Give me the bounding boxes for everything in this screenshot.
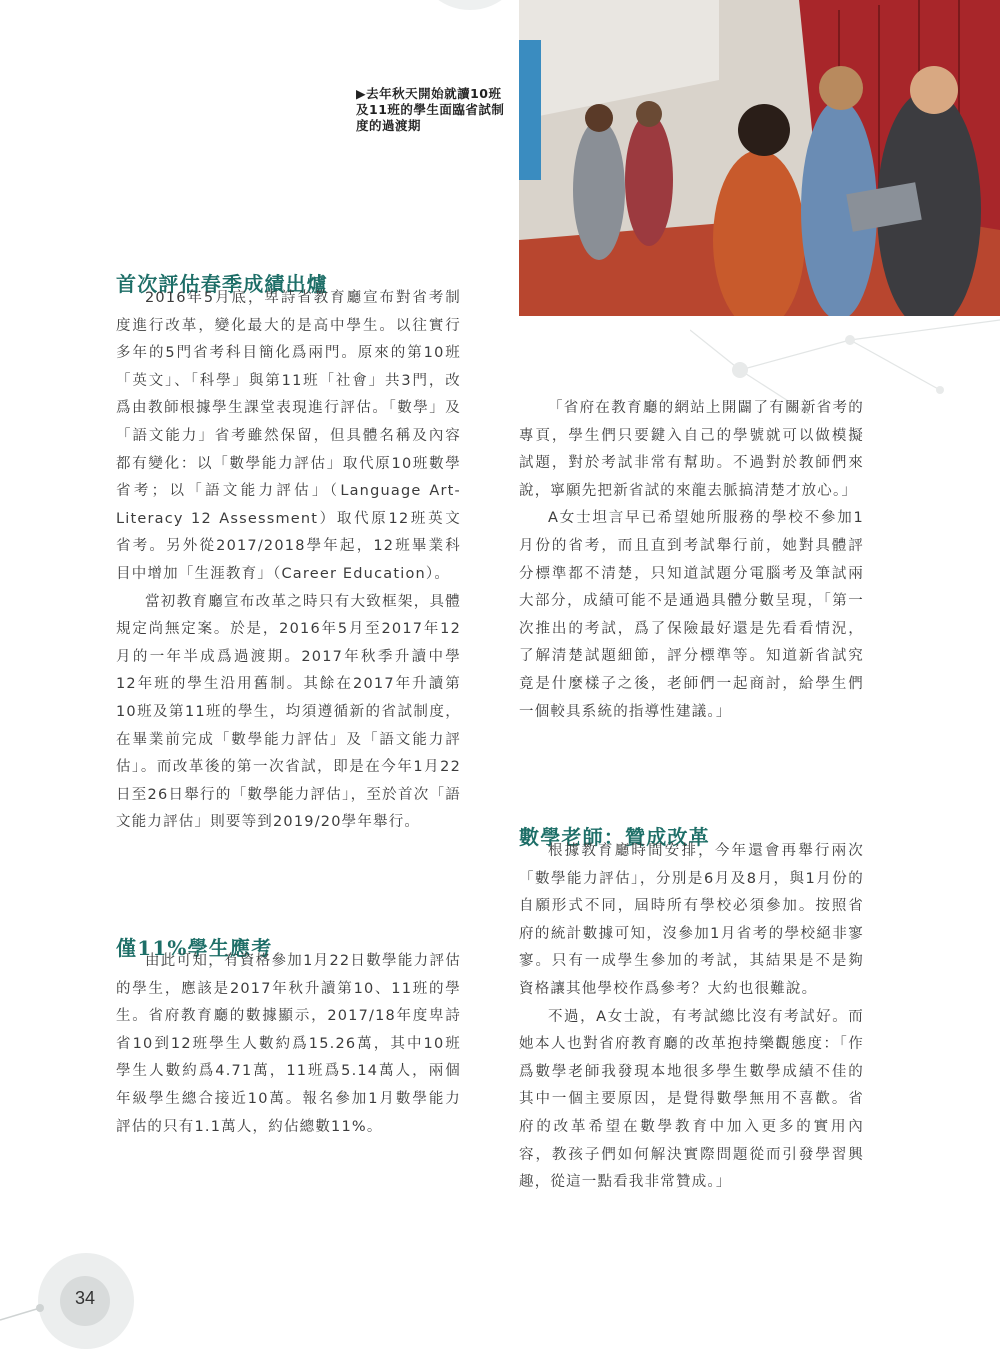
decorative-circle-top [415, 0, 525, 10]
page-number-decor-line [0, 1290, 60, 1330]
paragraph: 不過，A女士說，有考試總比沒有考試好。而她本人也對省府教育廳的改革抱持樂觀態度：「作爲數學老師我發現本地很多學生數學成績不佳的其中一個主要原因，是覺得數學無用不喜歡。省府的改革希望在數學教育中加入更多的實用內容，教孩子們如何解決實際問題從而引發學習興趣，從這一點看我非常贊成。」 [519, 1008, 864, 1191]
paragraph: 「省府在教育廳的網站上開闢了有關新省考的專頁，學生們只要鍵入自己的學號就可以做模擬試題，對於考試非常有幫助。不過對於教師們來說，寧願先把新省試的來龍去脈搞清楚才放心。」 [519, 400, 864, 499]
paragraph: 由此可知，有資格參加1月22日數學能力評估的學生，應該是2017年秋升讀第10、11班的學生。省府教育廳的數據顯示，2017/18年度卑詩省10到12班學生人數約爲15.26萬，其中10班學生人數約爲4.71萬，11班爲5.14萬人，兩個年級學生總合接近10萬。報名參加1月數學能力評估的只有1.1萬人，約佔總數11%。 [116, 953, 461, 1135]
paragraph: 當初教育廳宣布改革之時只有大致框架，具體規定尚無定案。於是，2016年5月至2017年12月的一年半成爲過渡期。2017年秋季升讀中學12年班的學生沿用舊制。其餘在2017年升讀第10班及第11班的學生，均須遵循新的省試制度，在畢業前完成「數學能力評估」及「語文能力評估」。而改革後的第一次省試，即是在今年1月22日至26日舉行的「數學能力評估」，至於首次「語文能力評估」則要等到2019/20學年舉行。 [116, 593, 461, 831]
section-heading-math-teacher: 數學老師：贊成改革 [519, 824, 710, 849]
students-hallway-photo [519, 0, 1000, 316]
left-column-lower [116, 948, 461, 1141]
left-column [116, 285, 461, 837]
paragraph: 根據教育廳時間安排，今年還會再舉行兩次「數學能力評估」，分別是6月及8月，與1月份的自願形式不同，屆時所有學校必須參加。按照省府的統計數據可知，沒參加1月省考的學校絕非寥寥。只有一成學生參加的考試，其結果是不是夠資格讓其他學校作爲參考？大約也很難說。 [519, 843, 864, 997]
section-heading-11-percent: 僅11%學生應考 [116, 935, 273, 960]
paragraph: A女士坦言早已希望她所服務的學校不參加1月份的省考，而且直到考試舉行前，她對具體評分標準都不清楚，只知道試題分電腦考及筆試兩大部分，成績可能不是通過具體分數呈現，「第一次推出的考試，爲了保險最好還是先看看情況，了解清楚試題細節，評分標準等。知道新省試究竟是什麼樣子之後，老師們一起商討，給學生們一個較具系統的指導性建議。」 [519, 510, 864, 720]
page-number: 34 [74, 1288, 96, 1308]
section-heading-first-assessment: 首次評估春季成績出爐 [116, 271, 328, 296]
paragraph: 2016年5月底，卑詩省教育廳宣布對省考制度進行改革，變化最大的是高中學生。以往實行多年的5門省考科目簡化爲兩門。原來的第10班「英文」、「科學」與第11班「社會」共3門，改爲由教師根據學生課堂表現進行評估。「數學」及「語文能力」省考雖然保留，但具體名稱及內容都有變化：以「數學能力評估」取代原10班數學省考；以「語文能力評估」（Language Art-Literacy 12 Assessment）取代原12班英文省考。另外從2017/2018學年起，12班畢業科目中增加「生涯教育」（Career Education）。 [116, 290, 461, 582]
right-column [519, 395, 864, 726]
photo-caption: ▶去年秋天開始就讀10班及11班的學生面臨省試制度的過渡期 [356, 86, 505, 133]
right-column-lower [519, 838, 864, 1197]
